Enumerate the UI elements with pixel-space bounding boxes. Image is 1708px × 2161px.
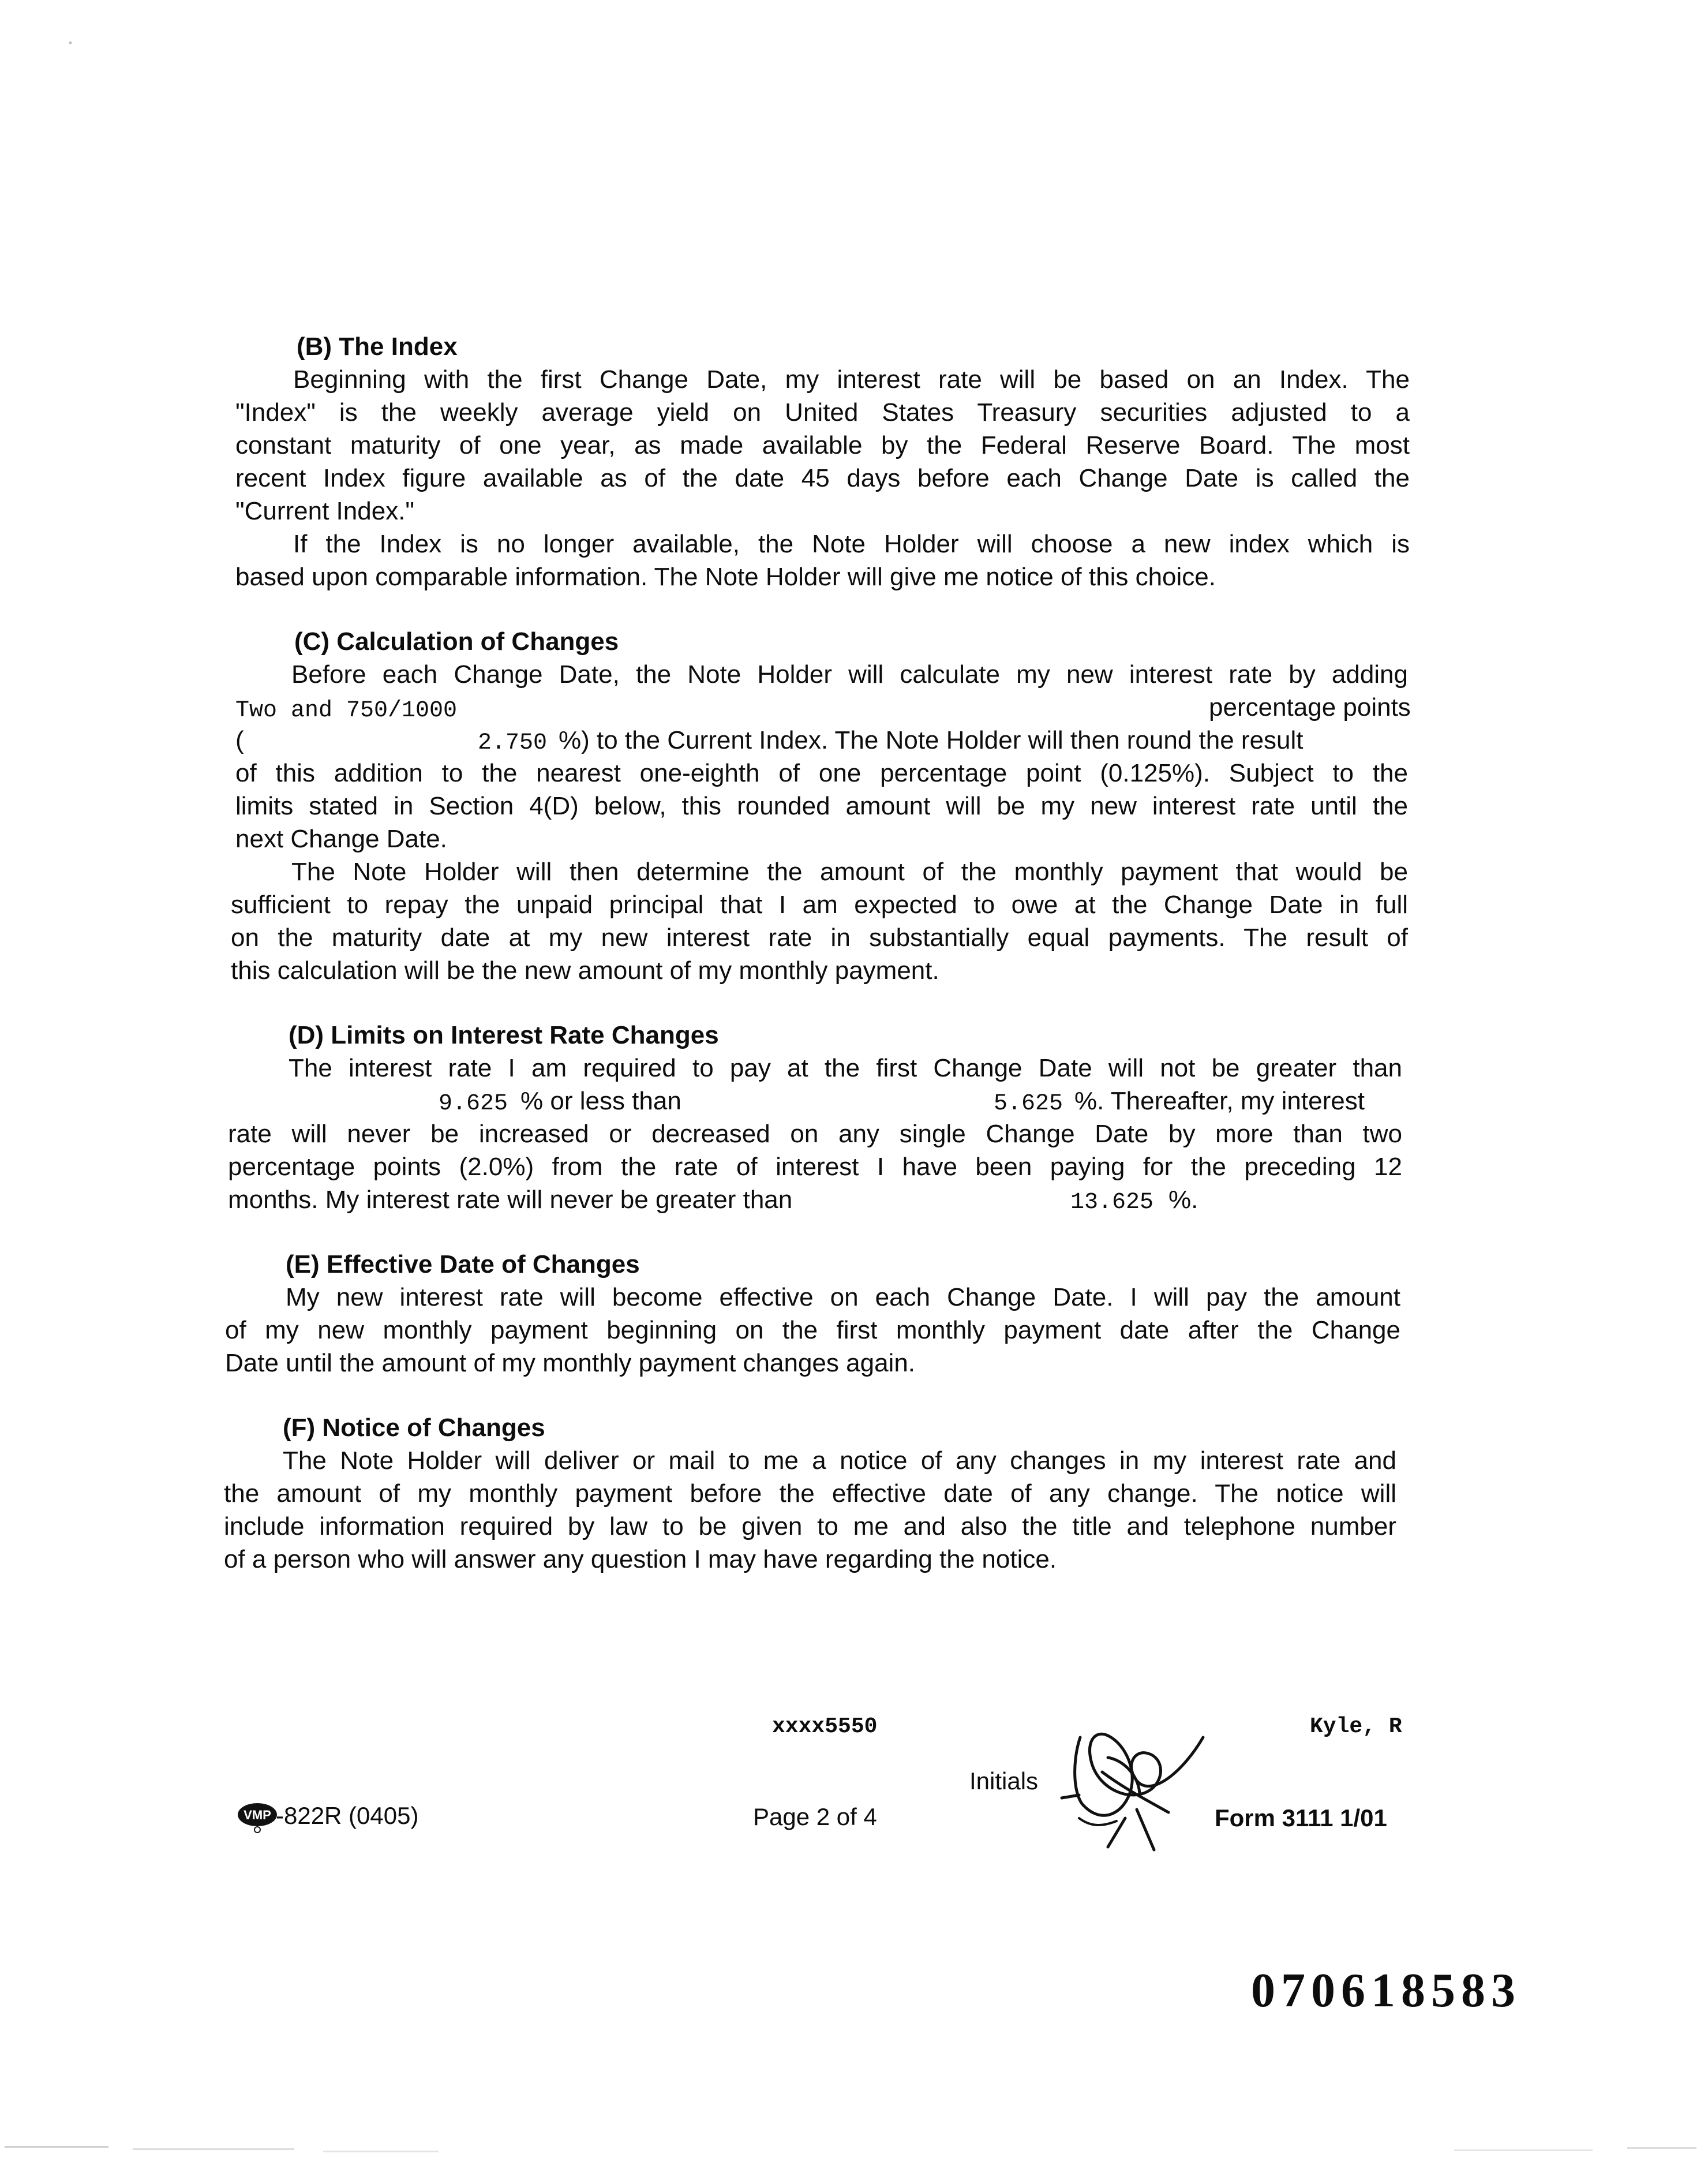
paragraph-line: the amount of my monthly payment before the effective date of any change. The notice will xyxy=(224,1479,1396,1508)
paragraph-line: next Change Date. xyxy=(235,825,447,853)
max-rate: 13.625 xyxy=(1070,1190,1154,1216)
paragraph-line: Beginning with the first Change Date, my interest rate will be based on an Index. The xyxy=(293,365,1410,394)
scan-speck xyxy=(133,2148,294,2150)
page-number: Page 2 of 4 xyxy=(753,1803,877,1830)
loan-reference: xxxx5550 xyxy=(772,1714,878,1739)
scan-speck xyxy=(69,42,72,44)
paragraph-line: The interest rate I am required to pay at the first Change Date will not be greater than xyxy=(289,1054,1402,1082)
paragraph-line: If the Index is no longer available, the Note Holder will choose a new index which is xyxy=(293,530,1410,558)
paragraph-line: %. Thereafter, my interest xyxy=(1074,1087,1365,1115)
paragraph-line: constant maturity of one year, as made available by the Federal Reserve Board. The most xyxy=(235,431,1410,459)
paragraph-line: percentage points (2.0%) from the rate of interest I have been paying for the preceding 12 xyxy=(228,1153,1402,1181)
paragraph-line: "Current Index." xyxy=(235,497,415,525)
svg-text:VMP: VMP xyxy=(244,1808,271,1822)
or-less-than-label: % or less than xyxy=(520,1087,681,1115)
scan-speck xyxy=(1454,2149,1593,2151)
scan-speck xyxy=(1627,2147,1696,2149)
paragraph-line: "Index" is the weekly average yield on United States Treasury securities adjusted to a xyxy=(235,398,1410,427)
paragraph-line: months. My interest rate will never be greater than xyxy=(228,1186,793,1214)
section-heading: (E) Effective Date of Changes xyxy=(286,1250,640,1278)
paragraph-line: The Note Holder will deliver or mail to me a notice of any changes in my interest rate and xyxy=(283,1446,1396,1475)
section-heading: (B) The Index xyxy=(297,332,458,361)
scan-speck xyxy=(323,2151,439,2152)
min-first-rate: 5.625 xyxy=(994,1091,1063,1117)
paragraph-line: The Note Holder will then determine the amount of the monthly payment that would be xyxy=(291,858,1408,886)
document-number: 070618583 xyxy=(1251,1964,1521,2017)
max-rate-suffix: %. xyxy=(1168,1186,1198,1214)
initials-signature xyxy=(1039,1703,1241,1853)
form-number: Form 3111 1/01 xyxy=(1215,1804,1387,1831)
paragraph-line: on the maturity date at my new interest rate in substantially equal payments. The result of xyxy=(231,924,1408,952)
percentage-points-label: percentage points xyxy=(1209,693,1411,721)
section-heading: (D) Limits on Interest Rate Changes xyxy=(289,1021,719,1049)
paragraph-line: Date until the amount of my monthly payment changes again. xyxy=(225,1349,916,1377)
margin-in-words: Two and 750/1000 xyxy=(235,698,458,724)
paren-open: ( xyxy=(235,726,244,754)
paragraph-line: of my new monthly payment beginning on the first monthly payment date after the Change xyxy=(225,1316,1400,1344)
form-code: -822R (0405) xyxy=(276,1802,419,1829)
borrower-name: Kyle, R xyxy=(1310,1714,1402,1739)
paragraph-line: of this addition to the nearest one-eighth of one percentage point (0.125%). Subject to the xyxy=(235,759,1408,787)
paragraph-line: recent Index figure available as of the date 45 days before each Change Date is called the xyxy=(235,464,1410,492)
scan-speck xyxy=(5,2146,108,2148)
max-first-rate: 9.625 xyxy=(439,1091,508,1117)
vmp-logo-icon xyxy=(237,1801,278,1833)
paragraph-line: limits stated in Section 4(D) below, this rounded amount will be my new interest rate until the xyxy=(235,792,1408,820)
paragraph-line: include information required by law to be given to me and also the title and telephone number xyxy=(224,1512,1396,1541)
section-heading: (F) Notice of Changes xyxy=(283,1414,545,1442)
initials-label: Initials xyxy=(969,1767,1039,1794)
paragraph-line: of a person who will answer any question I may have regarding the notice. xyxy=(224,1545,1057,1573)
paragraph-line: My new interest rate will become effective on each Change Date. I will pay the amount xyxy=(286,1283,1400,1311)
paragraph-line: based upon comparable information. The Note Holder will give me notice of this choice. xyxy=(235,563,1216,591)
paragraph-line: sufficient to repay the unpaid principal that I am expected to owe at the Change Date in full xyxy=(231,891,1408,919)
margin-value: 2.750 xyxy=(478,730,548,756)
paragraph-line: Before each Change Date, the Note Holder will calculate my new interest rate by adding xyxy=(291,660,1408,689)
section-heading: (C) Calculation of Changes xyxy=(294,627,619,656)
paragraph-line: this calculation will be the new amount of my monthly payment. xyxy=(231,956,939,985)
paragraph-line: %) to the Current Index. The Note Holder will then round the result xyxy=(559,726,1304,754)
paragraph-line: rate will never be increased or decreased on any single Change Date by more than two xyxy=(228,1120,1402,1148)
